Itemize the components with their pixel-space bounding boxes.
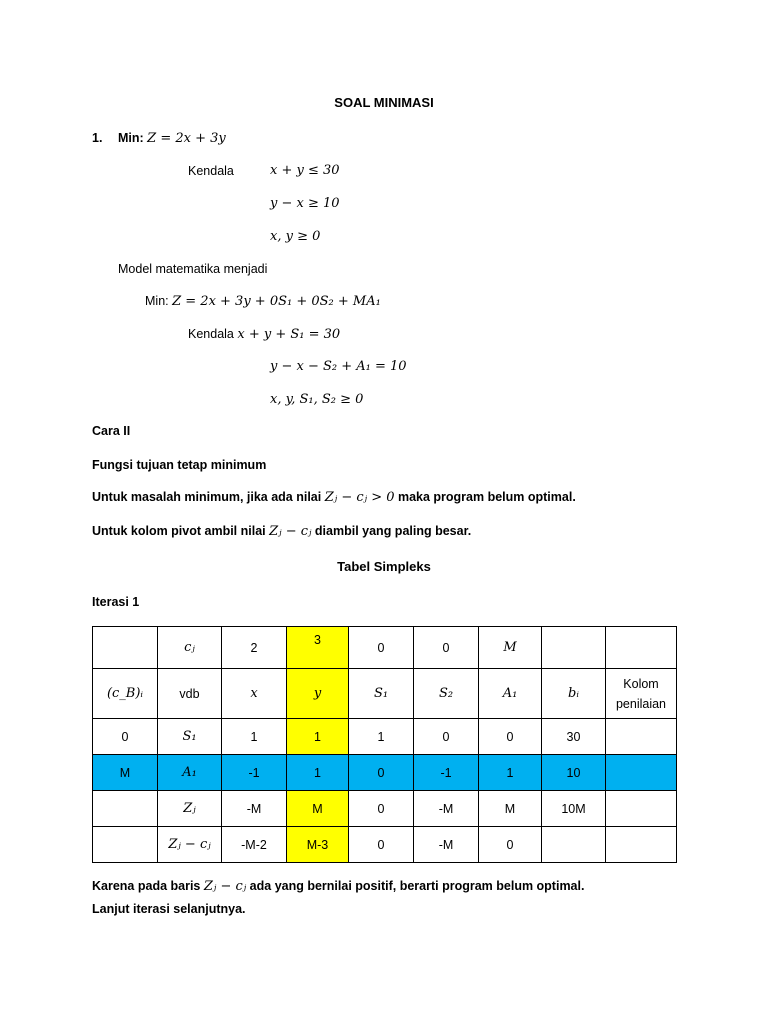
table-cell bbox=[606, 719, 677, 755]
table-cell: -M bbox=[414, 791, 479, 827]
table-cell: -M bbox=[222, 791, 287, 827]
model-intro: Model matematika menjadi bbox=[118, 262, 268, 276]
conclusion-text-after: ada yang bernilai positif, berarti program belum optimal. bbox=[246, 879, 585, 893]
table-cell: M-3 bbox=[287, 827, 349, 863]
table-cell bbox=[158, 755, 222, 791]
table-header-cell bbox=[222, 669, 287, 719]
rule-3 bbox=[92, 524, 471, 539]
table-cell bbox=[606, 791, 677, 827]
conclusion bbox=[92, 879, 584, 894]
table-cell: 2 bbox=[222, 627, 287, 669]
model-constraint-2: y − x − S₂ + A₁ = 10 bbox=[270, 359, 407, 374]
objective-formula: Z = 2x + 3y bbox=[147, 131, 226, 146]
table-cell: 10 bbox=[542, 755, 606, 791]
model-min-label: Min: bbox=[145, 294, 169, 308]
table-row-zj-cj bbox=[93, 827, 677, 863]
simplex-table bbox=[92, 626, 677, 863]
table-header-cell: Kolom penilaian bbox=[606, 669, 677, 719]
table-cell: 1 bbox=[287, 719, 349, 755]
table-cell: 0 bbox=[349, 627, 414, 669]
pivot-element: 1 bbox=[287, 755, 349, 791]
table-cell: -1 bbox=[222, 755, 287, 791]
y-label: y bbox=[313, 686, 322, 701]
rule-3-text-before: Untuk kolom pivot ambil nilai bbox=[92, 524, 270, 538]
cj-m-value: M bbox=[503, 640, 517, 655]
basis-s1: S₁ bbox=[182, 729, 197, 744]
cj-label: cⱼ bbox=[184, 640, 195, 655]
table-cell: 1 bbox=[349, 719, 414, 755]
table-cell: 1 bbox=[479, 755, 542, 791]
conclusion-text-before: Karena pada baris bbox=[92, 879, 204, 893]
rule-3-math: Zⱼ − cⱼ bbox=[269, 524, 312, 539]
iteration-label: Iterasi 1 bbox=[92, 595, 140, 609]
table-header-cell bbox=[349, 669, 414, 719]
table-cell bbox=[606, 627, 677, 669]
table-cell bbox=[93, 791, 158, 827]
conclusion-math: Zⱼ − cⱼ bbox=[203, 879, 247, 894]
zj-label: Zⱼ bbox=[183, 801, 196, 816]
problem-objective bbox=[118, 131, 226, 146]
table-cell bbox=[542, 827, 606, 863]
model-objective-formula: Z = 2x + 3y + 0S₁ + 0S₂ + MA₁ bbox=[172, 294, 381, 309]
cb-label: (c_B)ᵢ bbox=[106, 686, 144, 701]
table-cell: -M bbox=[414, 827, 479, 863]
table-cell bbox=[606, 827, 677, 863]
table-cell: 0 bbox=[479, 827, 542, 863]
table-cell: -1 bbox=[414, 755, 479, 791]
table-cell: 30 bbox=[542, 719, 606, 755]
table-header-cell: vdb bbox=[158, 669, 222, 719]
zj-cj-label: Zⱼ − cⱼ bbox=[168, 837, 211, 852]
table-cell bbox=[158, 827, 222, 863]
table-cell: 1 bbox=[222, 719, 287, 755]
table-header-cell bbox=[542, 669, 606, 719]
table-cell: M bbox=[287, 791, 349, 827]
bi-label: bᵢ bbox=[568, 686, 579, 701]
table-row-header bbox=[93, 669, 677, 719]
table-cell bbox=[158, 627, 222, 669]
table-cell: 10M bbox=[542, 791, 606, 827]
next-step: Lanjut iterasi selanjutnya. bbox=[92, 902, 246, 916]
constraint-3: x, y ≥ 0 bbox=[270, 229, 321, 244]
model-constraint-1: x + y + S₁ = 30 bbox=[237, 327, 341, 342]
x-label: x bbox=[250, 686, 258, 701]
rule-2 bbox=[92, 490, 576, 505]
rule-1: Fungsi tujuan tetap minimum bbox=[92, 458, 267, 472]
model-constraints-label: Kendala bbox=[188, 327, 234, 341]
pivot-row bbox=[93, 755, 677, 791]
table-cell bbox=[606, 755, 677, 791]
table-cell bbox=[93, 627, 158, 669]
table-cell: 0 bbox=[479, 719, 542, 755]
table-row-cj bbox=[93, 627, 677, 669]
table-header-cell bbox=[479, 669, 542, 719]
rule-2-math: Zⱼ − cⱼ > 0 bbox=[324, 490, 395, 505]
problem-number: 1. bbox=[92, 131, 103, 145]
table-header-cell bbox=[287, 669, 349, 719]
table-cell: 3 bbox=[287, 627, 349, 669]
s2-label: S₂ bbox=[438, 686, 454, 701]
table-row bbox=[93, 719, 677, 755]
table-title: Tabel Simpleks bbox=[337, 559, 431, 574]
constraint-1: x + y ≤ 30 bbox=[270, 163, 340, 178]
model-constraint-3: x, y, S₁, S₂ ≥ 0 bbox=[270, 392, 364, 407]
method-label: Cara II bbox=[92, 424, 131, 438]
table-cell bbox=[93, 827, 158, 863]
table-cell bbox=[479, 627, 542, 669]
constraint-2: y − x ≥ 10 bbox=[270, 196, 340, 211]
a1-label: A₁ bbox=[502, 686, 518, 701]
table-header-cell bbox=[93, 669, 158, 719]
table-cell bbox=[542, 627, 606, 669]
table-cell: 0 bbox=[414, 627, 479, 669]
model-constraint-1-row bbox=[188, 327, 340, 342]
table-header-cell bbox=[414, 669, 479, 719]
table-cell bbox=[158, 791, 222, 827]
page-title: SOAL MINIMASI bbox=[334, 95, 434, 110]
table-cell bbox=[158, 719, 222, 755]
table-cell: 0 bbox=[349, 791, 414, 827]
table-cell: 0 bbox=[349, 755, 414, 791]
table-cell: M bbox=[479, 791, 542, 827]
model-objective bbox=[145, 294, 381, 309]
rule-2-text-before: Untuk masalah minimum, jika ada nilai bbox=[92, 490, 325, 504]
basis-a1: A₁ bbox=[182, 765, 197, 780]
table-cell: 0 bbox=[414, 719, 479, 755]
s1-label: S₁ bbox=[373, 686, 389, 701]
rule-2-text-after: maka program belum optimal. bbox=[394, 490, 576, 504]
rule-3-text-after: diambil yang paling besar. bbox=[311, 524, 472, 538]
min-label: Min: bbox=[118, 131, 144, 145]
table-cell: M bbox=[93, 755, 158, 791]
table-row-zj bbox=[93, 791, 677, 827]
table-cell: 0 bbox=[93, 719, 158, 755]
table-cell: -M-2 bbox=[222, 827, 287, 863]
table-cell: 0 bbox=[349, 827, 414, 863]
constraints-label: Kendala bbox=[188, 164, 234, 178]
